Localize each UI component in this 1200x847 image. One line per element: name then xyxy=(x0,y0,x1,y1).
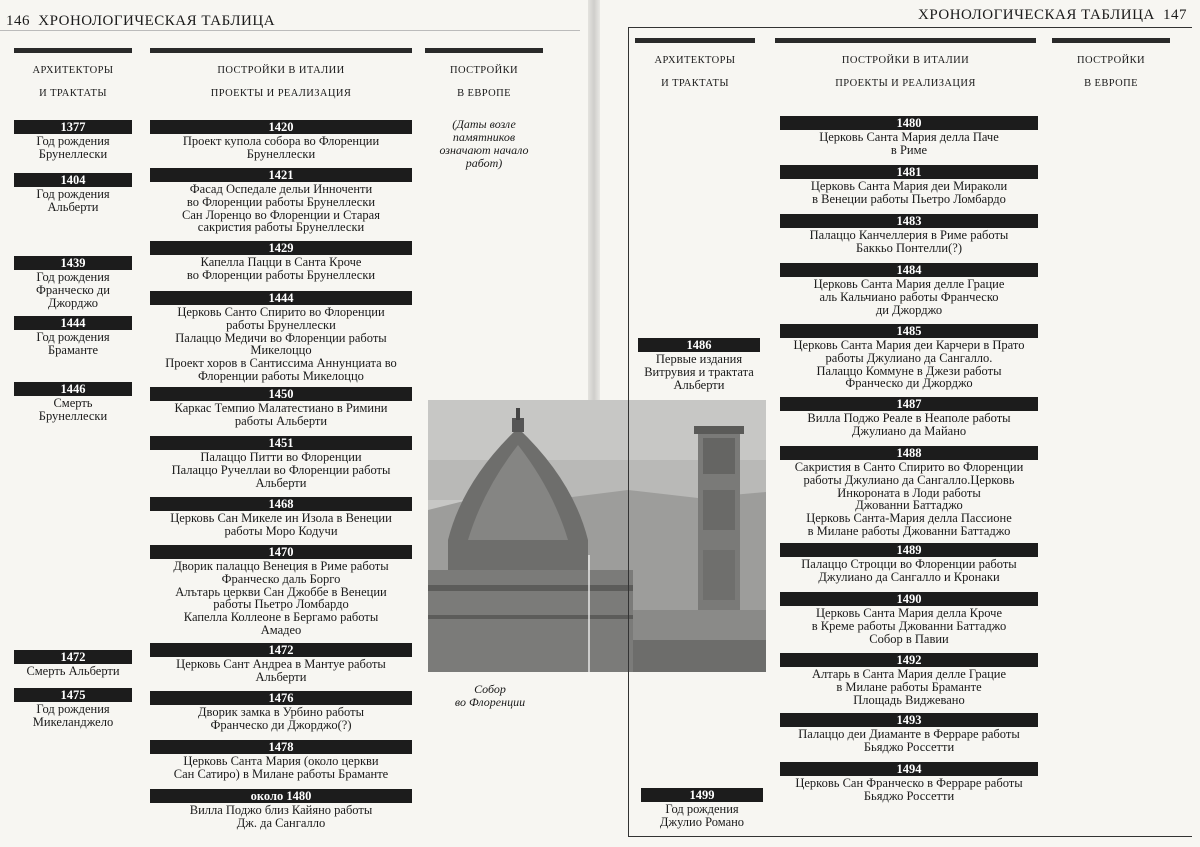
timeline-entry xyxy=(14,382,132,423)
timeline-entry xyxy=(150,545,412,637)
year-bar: 1499 xyxy=(641,788,763,802)
year-bar: 1490 xyxy=(780,592,1038,606)
year-bar: 1478 xyxy=(150,740,412,754)
year-bar: 1468 xyxy=(150,497,412,511)
timeline-entry xyxy=(780,165,1038,206)
photo-caption: Собор во Флоренции xyxy=(454,682,526,709)
entry-text: Церковь Санто Спирито во Флоренции работы Брунеллески Палаццо Медичи во Флоренции работы Микелоццо Проект хоров в Сантиссима Аннунциата во Флоренции работы Микелоццо xyxy=(165,305,397,383)
timeline-entry xyxy=(14,688,132,729)
year-bar: 1488 xyxy=(780,446,1038,460)
entry-text: Смерть Альберти xyxy=(26,664,120,678)
right-page-frame-bottom xyxy=(628,836,1192,837)
entry-text: Церковь Сант Андреа в Мантуе работы Альберти xyxy=(176,657,386,684)
entry-text: Церковь Сан Микеле ин Изола в Венеции работы Моро Кодучи xyxy=(170,511,392,538)
entry-text: Палаццо Питти во Флоренции Палаццо Ручеллаи во Флоренции работы Альберти xyxy=(171,450,391,490)
timeline-entry xyxy=(780,446,1038,538)
timeline-entry xyxy=(14,316,132,357)
timeline-entry xyxy=(150,740,412,781)
left-page-header xyxy=(6,13,275,30)
year-bar: 1485 xyxy=(780,324,1038,338)
right-page-header xyxy=(918,7,1187,24)
timeline-entry xyxy=(14,256,132,309)
timeline-entry xyxy=(14,173,132,214)
timeline-entry xyxy=(150,168,412,234)
year-bar: 1480 xyxy=(780,116,1038,130)
timeline-entry xyxy=(150,241,412,282)
right-header-italy: ПОСТРОЙКИ В ИТАЛИИ ПРОЕКТЫ И РЕАЛИЗАЦИЯ xyxy=(775,38,1036,95)
year-bar: 1444 xyxy=(150,291,412,305)
year-bar: около 1480 xyxy=(150,789,412,803)
left-page-title: ХРОНОЛОГИЧЕСКАЯ ТАБЛИЦА xyxy=(38,13,276,29)
entry-text: Вилла Поджо Реале в Неаполе работы Джулиано да Майано xyxy=(807,411,1011,438)
year-bar: 1470 xyxy=(150,545,412,559)
year-bar: 1421 xyxy=(150,168,412,182)
year-bar: 1476 xyxy=(150,691,412,705)
entry-text: Год рождения Микеланджело xyxy=(32,702,114,729)
entry-text: Вилла Поджо близ Кайяно работы Дж. да Сангалло xyxy=(189,803,373,830)
entry-text: Церковь Санта Мария делле Грацие аль Кальчиано работы Франческо ди Джорджо xyxy=(813,277,1005,317)
entry-text: Проект купола собора во Флоренции Брунеллески xyxy=(182,134,380,161)
year-bar: 1472 xyxy=(14,650,132,664)
timeline-entry xyxy=(780,214,1038,255)
right-page-title: ХРОНОЛОГИЧЕСКАЯ ТАБЛИЦА xyxy=(918,7,1155,23)
europe-note: (Даты возле памятников означают начало работ) xyxy=(439,117,529,170)
entry-text: Алтарь в Санта Мария делле Грацие в Милане работы Браманте Площадь Виджевано xyxy=(811,667,1007,707)
entry-text: Церковь Сан Франческо в Ферраре работы Бьяджо Россетти xyxy=(795,776,1023,803)
year-bar: 1439 xyxy=(14,256,132,270)
entry-text: Церковь Санта Мария деи Мираколи в Венеции работы Пьетро Ломбардо xyxy=(810,179,1008,206)
right-header-europe: ПОСТРОЙКИ В ЕВРОПЕ xyxy=(1052,38,1170,95)
year-bar: 1429 xyxy=(150,241,412,255)
cathedral-illustration xyxy=(428,400,766,672)
year-bar: 1484 xyxy=(780,263,1038,277)
timeline-entry xyxy=(150,643,412,684)
year-bar: 1487 xyxy=(780,397,1038,411)
left-header-italy: ПОСТРОЙКИ В ИТАЛИИ ПРОЕКТЫ И РЕАЛИЗАЦИЯ xyxy=(150,48,412,105)
timeline-entry xyxy=(150,789,412,830)
year-bar: 1492 xyxy=(780,653,1038,667)
year-bar: 1494 xyxy=(780,762,1038,776)
year-bar: 1483 xyxy=(780,214,1038,228)
entry-text: Год рождения Браманте xyxy=(36,330,110,357)
right-page-number: 147 xyxy=(1163,7,1188,23)
year-bar: 1481 xyxy=(780,165,1038,179)
year-bar: 1377 xyxy=(14,120,132,134)
entry-text: Год рождения Франческо ди Джорджо xyxy=(36,270,110,310)
entry-text: Церковь Санта Мария делла Паче в Риме xyxy=(819,130,999,157)
timeline-entry xyxy=(780,263,1038,316)
timeline-entry xyxy=(150,691,412,732)
timeline-entry xyxy=(780,324,1038,390)
year-bar: 1420 xyxy=(150,120,412,134)
timeline-entry xyxy=(780,653,1038,706)
year-bar: 1446 xyxy=(14,382,132,396)
entry-text: Сакристия в Санто Спирито во Флоренции работы Джулиано да Сангалло.Церковь Инкороната в Лоди работы Джованни Баттаджо Церковь Санта-Мария делла Пассионе в Милане работы Джованни Баттаджо xyxy=(794,460,1024,538)
page-gutter xyxy=(588,0,600,400)
timeline-entry xyxy=(780,116,1038,157)
cathedral-photo xyxy=(428,400,766,672)
timeline-entry xyxy=(14,650,132,678)
year-bar: 1493 xyxy=(780,713,1038,727)
entry-text: Палаццо деи Диаманте в Ферраре работы Бьяджо Россетти xyxy=(798,727,1020,754)
year-bar: 1451 xyxy=(150,436,412,450)
right-page-frame-top xyxy=(628,27,1192,28)
entry-text: Церковь Санта Мария делла Кроче в Креме работы Джованни Баттаджо Собор в Павии xyxy=(811,606,1007,646)
entry-text: Первые издания Витрувия и трактата Альберти xyxy=(644,352,754,392)
entry-text: Дворик замка в Урбино работы Франческо ди Джорджо(?) xyxy=(198,705,364,732)
year-bar: 1475 xyxy=(14,688,132,702)
entry-text: Палаццо Строцци во Флоренции работы Джулиано да Сангалло и Кронаки xyxy=(801,557,1017,584)
entry-text: Год рождения Джулио Романо xyxy=(659,802,745,829)
timeline-entry xyxy=(780,592,1038,645)
timeline-entry xyxy=(780,762,1038,803)
entry-text: Смерть Брунеллески xyxy=(38,396,108,423)
entry-text: Церковь Санта Мария деи Карчери в Прато работы Джулиано да Сангалло. Палаццо Коммуне в Джези работы Франческо ди Джорджо xyxy=(793,338,1025,391)
entry-text: Церковь Санта Мария (около церкви Сан Сатиро) в Милане работы Браманте xyxy=(173,754,389,781)
right-page-frame-left xyxy=(628,27,629,837)
entry-text: Фасад Оспедале дельи Инноченти во Флоренции работы Брунеллески Сан Лоренцо во Флоренции и Старая сакристия работы Брунеллески xyxy=(182,182,380,235)
entry-text: Год рождения Альберти xyxy=(36,187,110,214)
timeline-entry xyxy=(150,291,412,383)
timeline-entry xyxy=(150,497,412,538)
left-page-top-rule xyxy=(0,30,580,31)
right-header-architects: АРХИТЕКТОРЫ И ТРАКТАТЫ xyxy=(635,38,755,95)
year-bar: 1450 xyxy=(150,387,412,401)
entry-text: Палаццо Канчеллерия в Риме работы Баккьо Понтелли(?) xyxy=(809,228,1009,255)
timeline-entry xyxy=(14,120,132,161)
timeline-entry xyxy=(638,338,760,391)
timeline-entry xyxy=(780,397,1038,438)
entry-text: Каркас Темпио Малатестиано в Римини работы Альберти xyxy=(174,401,388,428)
entry-text: Дворик палаццо Венеция в Риме работы Франческо даль Борго Алътарь церкви Сан Джоббе в Венеции работы Пьетро Ломбардо Капелла Коллеоне в Бергамо работы Амадео xyxy=(173,559,389,637)
year-bar: 1472 xyxy=(150,643,412,657)
timeline-entry xyxy=(150,120,412,161)
entry-text: Капелла Пацци в Санта Кроче во Флоренции работы Брунеллески xyxy=(186,255,376,282)
year-bar: 1489 xyxy=(780,543,1038,557)
timeline-entry xyxy=(150,387,412,428)
timeline-entry xyxy=(780,713,1038,754)
year-bar: 1486 xyxy=(638,338,760,352)
left-header-architects: АРХИТЕКТОРЫ И ТРАКТАТЫ xyxy=(14,48,132,105)
year-bar: 1404 xyxy=(14,173,132,187)
entry-text: Год рождения Брунеллески xyxy=(36,134,110,161)
timeline-entry xyxy=(780,543,1038,584)
year-bar: 1444 xyxy=(14,316,132,330)
timeline-entry xyxy=(641,788,763,829)
left-header-europe: ПОСТРОЙКИ В ЕВРОПЕ xyxy=(425,48,543,105)
timeline-entry xyxy=(150,436,412,489)
left-page-number: 146 xyxy=(6,13,30,29)
